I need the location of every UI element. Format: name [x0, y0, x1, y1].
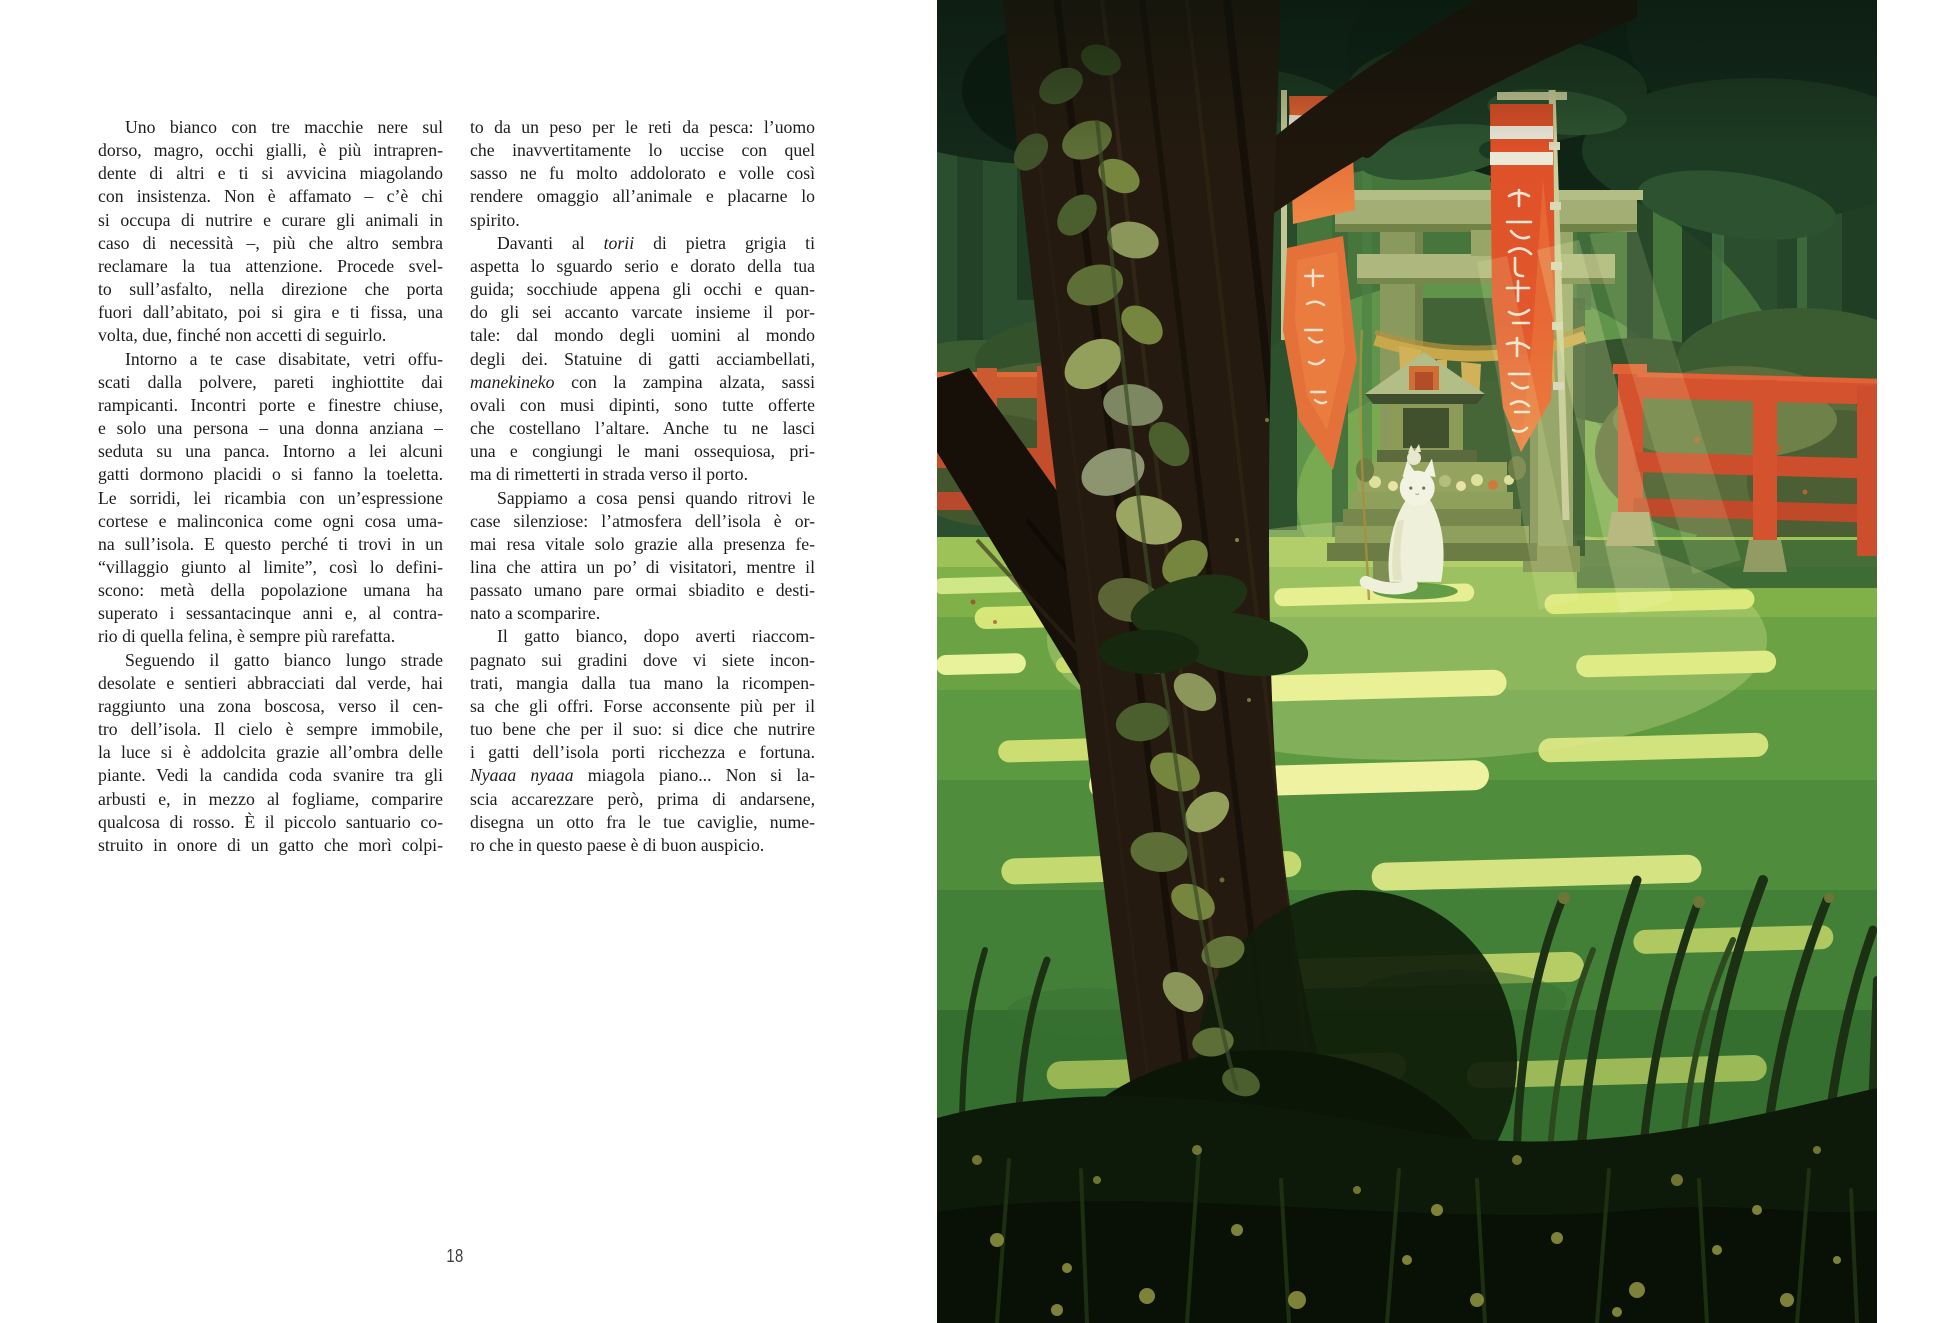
text-line: ovali con musi dipinti, sono tutte offerte	[470, 394, 815, 415]
text-line: scati dalla polvere, pareti inghiottite dai	[98, 371, 443, 392]
text-line: rampicanti. Incontri porte e finestre chiuse,	[98, 394, 443, 415]
text-line: na sull’isola. E questo perché ti trovi in un	[98, 533, 443, 554]
text-line: tale: dal mondo degli uomini al mondo	[470, 325, 815, 346]
text-line: caso di necessità –, più che altro sembra	[98, 232, 443, 253]
text-line: struito in onore di un gatto che morì colpi-	[98, 834, 443, 855]
text-line: sasso ne fu molto addolorato e volle così	[470, 163, 815, 184]
text-line: tuo bene che per il suo: si dice che nutrire	[470, 719, 815, 740]
text-line: disegna un otto fra le tue caviglie, nume-	[470, 811, 815, 832]
text-line: Le sorridi, lei ricambia con un’espressione	[98, 487, 443, 508]
text-line: desolate e sentieri abbracciati dal verde, hai	[98, 672, 443, 693]
text-line: guida; socchiude appena gli occhi e quan-	[470, 279, 815, 300]
text-line: Il gatto bianco, dopo averti riaccom-	[497, 626, 815, 647]
text-line: che costellano l’altare. Anche tu ne lasci	[470, 418, 815, 439]
text-line: scia accarezzare però, prima di andarsene,	[470, 788, 815, 809]
text-line: dorso, magro, occhi gialli, è più intrapren-	[98, 140, 443, 161]
text-line: che inavvertitamente lo uccise con quel	[470, 140, 815, 161]
text-line: to da un peso per le reti da pesca: l’uomo	[470, 117, 815, 137]
text-line: dente di altri e ti si avvicina miagolando	[98, 163, 443, 184]
text-line: scono: metà della popolazione umana ha	[98, 580, 443, 601]
text-line: tro dell’isola. Il cielo è sempre immobile,	[98, 719, 443, 740]
text-line: una e congiungi le mani ossequiosa, pri-	[470, 441, 815, 462]
text-line: qualcosa di rosso. È il piccolo santuario co-	[98, 811, 443, 832]
text-line: ro che in questo paese è di buon auspicio.	[470, 834, 765, 855]
text-line: con insistenza. Non è affamato – c’è chi	[98, 186, 443, 207]
text-line: aspetta lo sguardo serio e dorato della tua	[470, 255, 815, 276]
text-line: fuori dall’abitato, poi si gira e ti fissa, una	[98, 302, 443, 323]
text-line: do gli sei accanto varcate insieme il por-	[470, 302, 815, 323]
text-line: Nyaaa nyaaa miagola piano... Non si la-	[470, 765, 815, 786]
text-line: i gatti dell’isola porti ricchezza e fortuna.	[470, 742, 815, 763]
text-line: Seguendo il gatto bianco lungo strade	[125, 649, 443, 670]
text-line: e solo una persona – una donna anziana –	[98, 418, 443, 439]
text-line: to sull’asfalto, nella direzione che porta	[98, 279, 443, 300]
text-line: degli dei. Statuine di gatti acciambellati,	[470, 348, 815, 369]
text-line: spirito.	[470, 209, 520, 230]
text-line: Intorno a te case disabitate, vetri offu-	[125, 348, 443, 369]
text-line: raggiunto una zona boscosa, verso il cen-	[98, 695, 443, 716]
text-line: cortese e malinconica come ogni cosa uma-	[98, 510, 443, 531]
text-line: superato i sessantacinque anni e, al contra-	[98, 603, 443, 624]
text-line: case silenziose: l’atmosfera dell’isola è or-	[470, 510, 815, 531]
text-line: si occupa di nutrire e curare gli animali in	[98, 209, 443, 230]
text-line: manekineko con la zampina alzata, sassi	[470, 371, 815, 392]
text-line: sa che gli offri. Forse acconsente più per il	[470, 695, 815, 716]
text-line: Davanti al torii di pietra grigia ti	[497, 232, 815, 253]
text-line: arbusti e, in mezzo al fogliame, comparire	[98, 788, 443, 809]
text-line: lina che attira un po’ di visitatori, mentre il	[470, 556, 815, 577]
text-line: rendere omaggio all’animale e placarne lo	[470, 186, 815, 207]
text-line: gatti dormono placidi o si fanno la toeletta.	[98, 464, 443, 485]
text-line: Uno bianco con tre macchie nere sul	[125, 117, 443, 137]
body-text-column-1	[98, 116, 443, 857]
text-line: passato umano pare ormai sbiadito e desti-	[470, 580, 815, 601]
text-line: la luce si è addolcita grazie all’ombra delle	[98, 742, 443, 763]
text-line: rio di quella felina, è sempre più rarefatta.	[98, 626, 396, 647]
text-line: reclamare la tua attenzione. Procede svel-	[98, 255, 443, 276]
text-line: trati, mangia dalla tua mano la ricompen-	[470, 672, 815, 693]
text-line: “villaggio giunto al limite”, così lo defini-	[98, 556, 443, 577]
text-line: seduta su una panca. Intorno a lei alcuni	[98, 441, 443, 462]
vignette-top	[937, 0, 1877, 150]
illustration	[937, 0, 1877, 1323]
text-line: volta, due, finché non accetti di seguirlo.	[98, 325, 387, 346]
text-line: nato a scomparire.	[470, 603, 601, 624]
text-line: Sappiamo a cosa pensi quando ritrovi le	[497, 487, 815, 508]
text-line: pagnato sui gradini dove vi siete incon-	[470, 649, 815, 670]
body-text-column-2	[470, 116, 815, 857]
text-line: mai resa vitale solo grazie alla presenza fe-	[470, 533, 815, 554]
text-line: piante. Vedi la candida coda svanire tra gli	[98, 765, 443, 786]
page-number: 18	[446, 1246, 464, 1266]
text-line: ma di rimetterti in strada verso il porto.	[470, 464, 749, 485]
